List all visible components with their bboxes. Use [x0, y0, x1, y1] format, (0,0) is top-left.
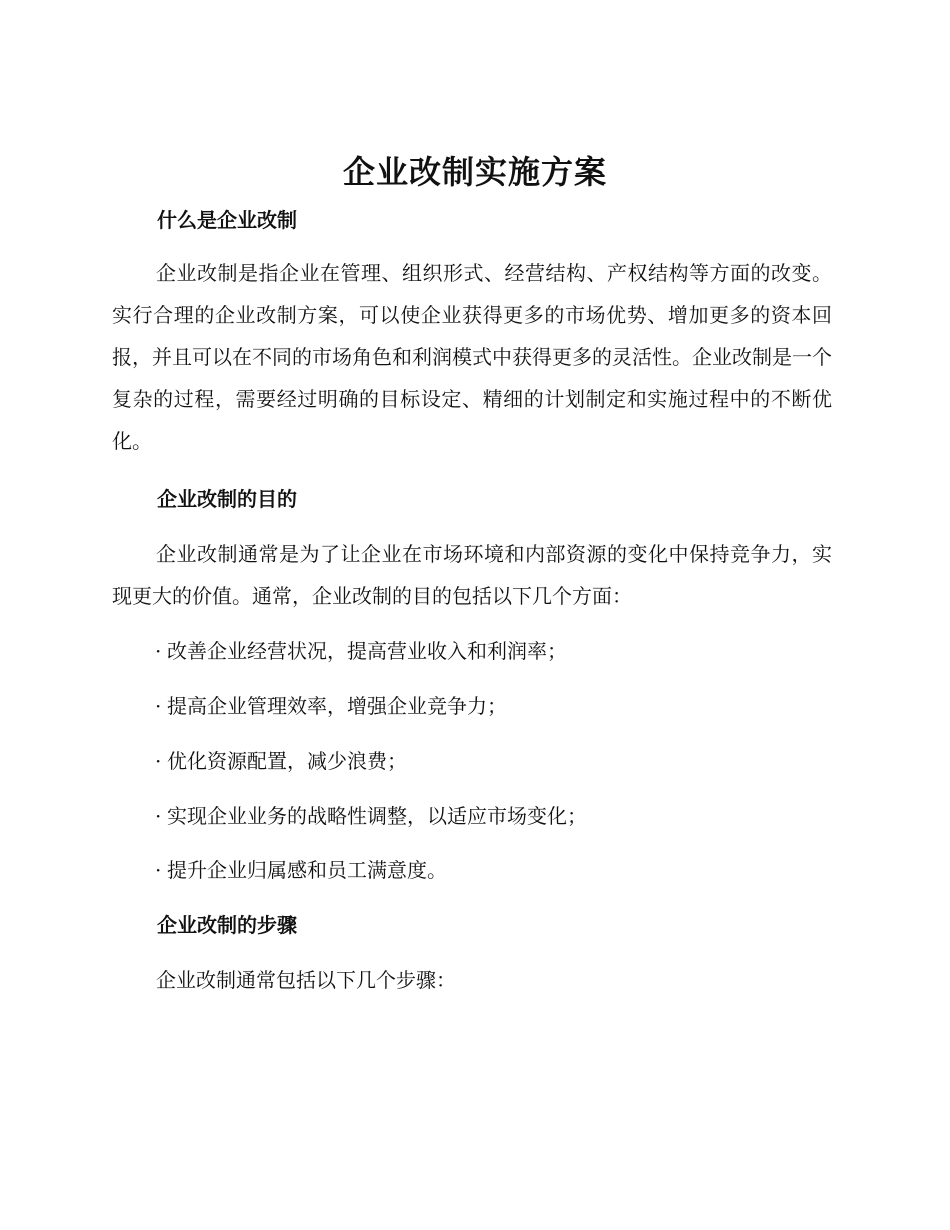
bullet-marker: ·: [155, 858, 162, 882]
bullet-text: 提高企业管理效率，增强企业竞争力；: [167, 694, 507, 718]
document-title: 企业改制实施方案: [342, 153, 607, 191]
bullet-text: 提升企业归属感和员工满意度。: [167, 858, 447, 882]
bullet-marker: ·: [155, 639, 162, 663]
section-heading-steps: 企业改制的步骤: [157, 913, 297, 937]
purpose-bullet-item: [155, 636, 567, 666]
bullet-marker: ·: [155, 804, 162, 828]
section-paragraph-purpose: 企业改制通常是为了让企业在市场环境和内部资源的变化中保持竞争力，实现更大的价值。通常，企业改制的目的包括以下几个方面：: [112, 542, 832, 608]
purpose-bullet-item: [155, 691, 507, 721]
bullet-text: 实现企业业务的战略性调整，以适应市场变化；: [167, 804, 587, 828]
section-paragraph-steps: 企业改制通常包括以下几个步骤：: [156, 968, 456, 992]
bullet-marker: ·: [155, 694, 162, 718]
section-heading-what-is: 什么是企业改制: [157, 208, 297, 232]
section-heading-purpose: 企业改制的目的: [157, 487, 297, 511]
bullet-marker: ·: [155, 749, 162, 773]
bullet-text: 改善企业经营状况，提高营业收入和利润率；: [167, 639, 567, 663]
purpose-bullet-item: [155, 746, 407, 776]
bullet-text: 优化资源配置，减少浪费；: [167, 749, 407, 773]
purpose-bullet-item: [155, 855, 447, 885]
section-paragraph-what-is: 企业改制是指企业在管理、组织形式、经营结构、产权结构等方面的改变。实行合理的企业改制方案，可以使企业获得更多的市场优势、增加更多的资本回报，并且可以在不同的市场角色和利润模式中获得更多的灵活性。企业改制是一个复杂的过程，需要经过明确的目标设定、精细的计划制定和实施过程中的不断优化。: [112, 261, 832, 453]
purpose-bullet-item: [155, 801, 587, 831]
